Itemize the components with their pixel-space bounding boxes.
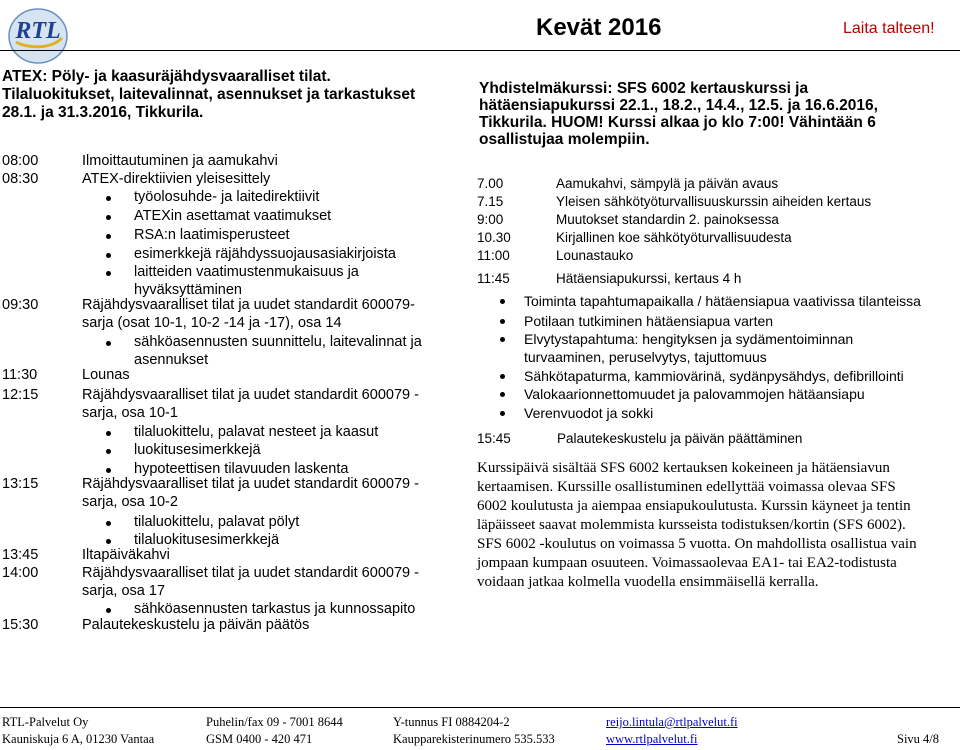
course-description-line: jompaan kumpaan osuuteen. Voimassaolevaa EA1- tai EA2-todistusta — [477, 555, 897, 571]
schedule-continuation: hyväksyttäminen — [134, 282, 242, 298]
schedule-time: 9:00 — [477, 212, 504, 227]
footer-ytunnus: Y-tunnus FI 0884204-2 — [393, 715, 510, 729]
schedule-subitem: sähköasennusten tarkastus ja kunnossapito — [134, 601, 416, 617]
bullet-dot — [106, 521, 111, 526]
schedule-subitem: Toiminta tapahtumapaikalla / hätäensiapua vaativissa tilanteissa — [524, 293, 921, 309]
course-description-line: läpäisseet saavat molemmista kursseista todistuksen/kortin (SFS 6002). — [477, 517, 906, 533]
course-description-line: kertaamisen. Kurssille osallistuminen edellyttää voimassa olevaa SFS — [477, 479, 896, 495]
schedule-subitem: Elvytystapahtuma: hengityksen ja sydämentoiminnan — [524, 331, 854, 347]
right-heading-line: osallistujaa molempiin. — [479, 131, 650, 148]
schedule-time: 14:00 — [2, 565, 39, 581]
schedule-continuation: sarja, osa 10-1 — [82, 405, 178, 421]
schedule-time: 13:45 — [2, 547, 39, 563]
header-divider — [0, 50, 960, 51]
bullet-dot — [500, 299, 505, 304]
footer-gsm: GSM 0400 - 420 471 — [206, 732, 313, 746]
footer-phone: Puhelin/fax 09 - 7001 8644 — [206, 715, 343, 729]
schedule-subitem: turvaaminen, peruselvytys, tajuttomuus — [524, 349, 767, 365]
bullet-dot — [106, 234, 111, 239]
schedule-time: 11:00 — [477, 248, 510, 263]
bullet-dot — [106, 215, 111, 220]
schedule-subitem: ATEXin asettamat vaatimukset — [134, 208, 332, 224]
schedule-item: Räjähdysvaaralliset tilat ja uudet standardit 600079 - — [82, 476, 419, 492]
bullet-dot — [500, 374, 505, 379]
course-description-line: voidaan jatkaa kolmella vuodella ensimmäisellä kerralla. — [477, 574, 819, 590]
schedule-time: 7.00 — [477, 176, 504, 191]
schedule-time: 08:00 — [2, 153, 39, 169]
schedule-item: Palautekeskustelu ja päivän päättäminen — [557, 431, 803, 446]
bullet-dot — [500, 337, 505, 342]
footer-divider — [0, 707, 960, 708]
schedule-subitem: laitteiden vaatimustenmukaisuus ja — [134, 264, 359, 280]
schedule-subitem: tilaluokittelu, palavat pölyt — [134, 514, 300, 530]
footer-page-number: Sivu 4/8 — [897, 732, 940, 746]
schedule-subitem: RSA:n laatimisperusteet — [134, 227, 290, 243]
footer-website-link[interactable]: www.rtlpalvelut.fi — [606, 732, 698, 746]
schedule-continuation: asennukset — [134, 352, 209, 368]
schedule-subitem: Valokaarionnettomuudet ja palovammojen hätäansiapu — [524, 386, 865, 402]
left-heading-line: ATEX: Pöly- ja kaasuräjähdysvaaralliset tilat. — [2, 68, 331, 85]
save-link[interactable]: Laita talteen! — [843, 20, 935, 37]
schedule-time: 09:30 — [2, 297, 39, 313]
schedule-time: 15:30 — [2, 617, 39, 633]
schedule-time: 10.30 — [477, 230, 511, 245]
schedule-item: Aamukahvi, sämpylä ja päivän avaus — [556, 176, 779, 191]
bullet-dot — [106, 431, 111, 436]
schedule-item: Yleisen sähkötyöturvallisuuskurssin aiheiden kertaus — [556, 194, 872, 209]
bullet-dot — [106, 271, 111, 276]
schedule-subitem: Verenvuodot ja sokki — [524, 405, 654, 421]
schedule-item: Räjähdysvaaralliset tilat ja uudet standardit 600079 - — [82, 387, 419, 403]
schedule-subitem: luokitusesimerkkejä — [134, 442, 261, 458]
bullet-dot — [500, 319, 505, 324]
footer-email-link[interactable]: reijo.lintula@rtlpalvelut.fi — [606, 715, 738, 729]
course-description-line: Kurssipäivä sisältää SFS 6002 kertauksen kokeineen ja hätäensiavun — [477, 460, 890, 476]
schedule-time: 7.15 — [477, 194, 504, 209]
right-heading-line: Yhdistelmäkurssi: SFS 6002 kertauskurssi ja — [479, 80, 809, 97]
left-heading-line: Tilaluokitukset, laitevalinnat, asennukset ja tarkastukset — [2, 86, 416, 103]
schedule-time: 11:30 — [2, 367, 38, 383]
schedule-time: 12:15 — [2, 387, 39, 403]
logo-text: RTL — [15, 18, 61, 44]
schedule-item: Lounas — [82, 367, 130, 383]
footer-address: Kauniskuja 6 A, 01230 Vantaa — [2, 732, 155, 746]
schedule-item: Muutokset standardin 2. painoksessa — [556, 212, 779, 227]
page-title: Kevät 2016 — [536, 14, 662, 41]
bullet-dot — [106, 539, 111, 544]
schedule-item: Palautekeskustelu ja päivän päätös — [82, 617, 310, 633]
schedule-continuation: sarja (osat 10-1, 10-2 -14 ja -17), osa 14 — [82, 315, 342, 331]
bullet-dot — [500, 392, 505, 397]
right-heading-line: hätäensiapukurssi 22.1., 18.2., 14.4., 12.5. ja 16.6.2016, — [479, 97, 878, 114]
bullet-dot — [106, 196, 111, 201]
schedule-time: 15:45 — [477, 431, 511, 446]
rtl-logo — [6, 2, 70, 66]
schedule-item: Lounastauko — [556, 248, 634, 263]
bullet-dot — [106, 341, 111, 346]
schedule-continuation: sarja, osa 10-2 — [82, 494, 178, 510]
schedule-subitem: Potilaan tutkiminen hätäensiapua varten — [524, 313, 774, 329]
schedule-item: ATEX-direktiivien yleisesittely — [82, 171, 271, 187]
schedule-subitem: tilaluokitusesimerkkejä — [134, 532, 280, 548]
bullet-dot — [106, 608, 111, 613]
schedule-subitem: hypoteettisen tilavuuden laskenta — [134, 461, 349, 477]
schedule-item: Hätäensiapukurssi, kertaus 4 h — [556, 271, 742, 286]
schedule-subitem: sähköasennusten suunnittelu, laitevalinnat ja — [134, 334, 422, 350]
bullet-dot — [106, 468, 111, 473]
course-description-line: 6002 koulutusta ja aiempaa ensiapukoulutusta. Kurssin käyneet ja tentin — [477, 498, 911, 514]
bullet-dot — [500, 411, 505, 416]
schedule-item: Räjähdysvaaralliset tilat ja uudet standardit 600079- — [82, 297, 415, 313]
bullet-dot — [106, 449, 111, 454]
schedule-subitem: esimerkkejä räjähdyssuojausasiakirjoista — [134, 246, 396, 262]
schedule-time: 13:15 — [2, 476, 39, 492]
schedule-continuation: sarja, osa 17 — [82, 583, 166, 599]
schedule-subitem: tilaluokittelu, palavat nesteet ja kaasut — [134, 424, 379, 440]
schedule-time: 08:30 — [2, 171, 39, 187]
schedule-item: Ilmoittautuminen ja aamukahvi — [82, 153, 278, 169]
schedule-subitem: työolosuhde- ja laitedirektiivit — [134, 189, 320, 205]
right-heading-line: Tikkurila. HUOM! Kurssi alkaa jo klo 7:00! Vähintään 6 — [479, 114, 876, 131]
footer-company: RTL-Palvelut Oy — [2, 715, 89, 729]
schedule-item: Kirjallinen koe sähkötyöturvallisuudesta — [556, 230, 792, 245]
schedule-subitem: Sähkötapaturma, kammiovärinä, sydänpysähdys, defibrillointi — [524, 368, 904, 384]
left-heading-line: 28.1. ja 31.3.2016, Tikkurila. — [2, 104, 204, 121]
course-description-line: SFS 6002 -koulutus on voimassa 5 vuotta. On mahdollista osallistua vain — [477, 536, 917, 552]
schedule-item: Iltapäiväkahvi — [82, 547, 170, 563]
schedule-item: Räjähdysvaaralliset tilat ja uudet standardit 600079 - — [82, 565, 419, 581]
schedule-time: 11:45 — [477, 271, 510, 286]
footer-kaupparekisteri: Kaupparekisterinumero 535.533 — [393, 732, 555, 746]
bullet-dot — [106, 253, 111, 258]
